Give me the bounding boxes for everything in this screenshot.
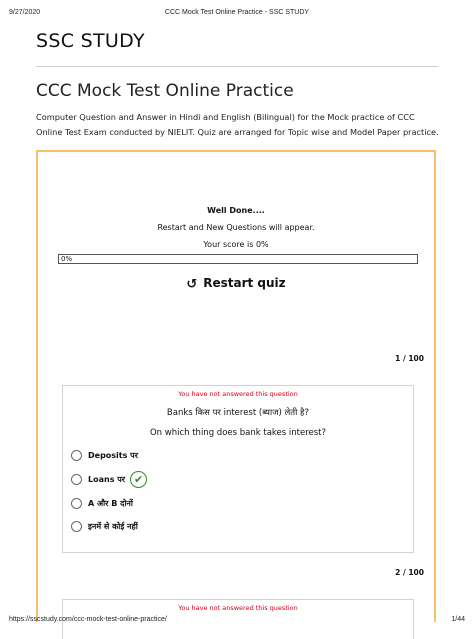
restart-arrow-icon: ↺ (186, 277, 198, 292)
print-date: 9/27/2020 (9, 9, 41, 16)
quiz-container (36, 150, 436, 622)
restart-quiz-label: Restart quiz (203, 276, 286, 290)
radio-button[interactable] (71, 474, 82, 485)
radio-button[interactable] (71, 450, 82, 461)
result-restart-note: Restart and New Questions will appear. (157, 223, 315, 232)
question-card (62, 385, 414, 553)
correct-checkmark-icon: ✔ (130, 471, 147, 488)
unanswered-warning: You have not answered this question (63, 381, 413, 400)
question-text-hindi: Banks किस पर interest (ब्याज) लेती है? (166, 408, 310, 418)
radio-button[interactable] (71, 498, 82, 509)
intro-text: Computer Question and Answer in Hindi and English (Bilingual) for the Mock practice of CCC Online Test Exam conducted by NIELIT. Quiz are arranged for Topic wise and Model Paper practice. (36, 112, 439, 137)
question-counter: 2 / 100 (395, 568, 424, 577)
print-page-title: CCC Mock Test Online Practice - SSC STUDY (164, 9, 310, 16)
option-label: Loans पर (88, 474, 126, 484)
restart-quiz-button[interactable] (38, 276, 434, 292)
print-url: https://sscstudy.com/ccc-mock-test-online-practice/ (9, 616, 167, 623)
question-counter: 1 / 100 (395, 354, 424, 363)
unanswered-warning: You have not answered this question (63, 595, 413, 614)
answer-option[interactable] (71, 519, 138, 533)
question-text-english: On which thing does bank takes interest? (149, 428, 327, 438)
site-title[interactable]: SSC STUDY (36, 30, 145, 52)
answer-option[interactable] (71, 448, 138, 462)
header-divider (36, 66, 438, 67)
answer-option[interactable] (71, 496, 133, 510)
option-label: इनमें से कोई नहीं (88, 521, 138, 531)
result-message: Well Done.... (207, 206, 265, 215)
radio-button[interactable] (71, 521, 82, 532)
result-score: Your score is 0% (203, 240, 269, 249)
page-title: CCC Mock Test Online Practice (36, 81, 294, 101)
option-label: A और B दोनों (88, 498, 133, 508)
print-page-number: 1/44 (451, 616, 465, 623)
option-label: Deposits पर (88, 450, 138, 460)
score-progress-bar: 0% (58, 254, 418, 264)
answer-option[interactable] (71, 472, 147, 486)
